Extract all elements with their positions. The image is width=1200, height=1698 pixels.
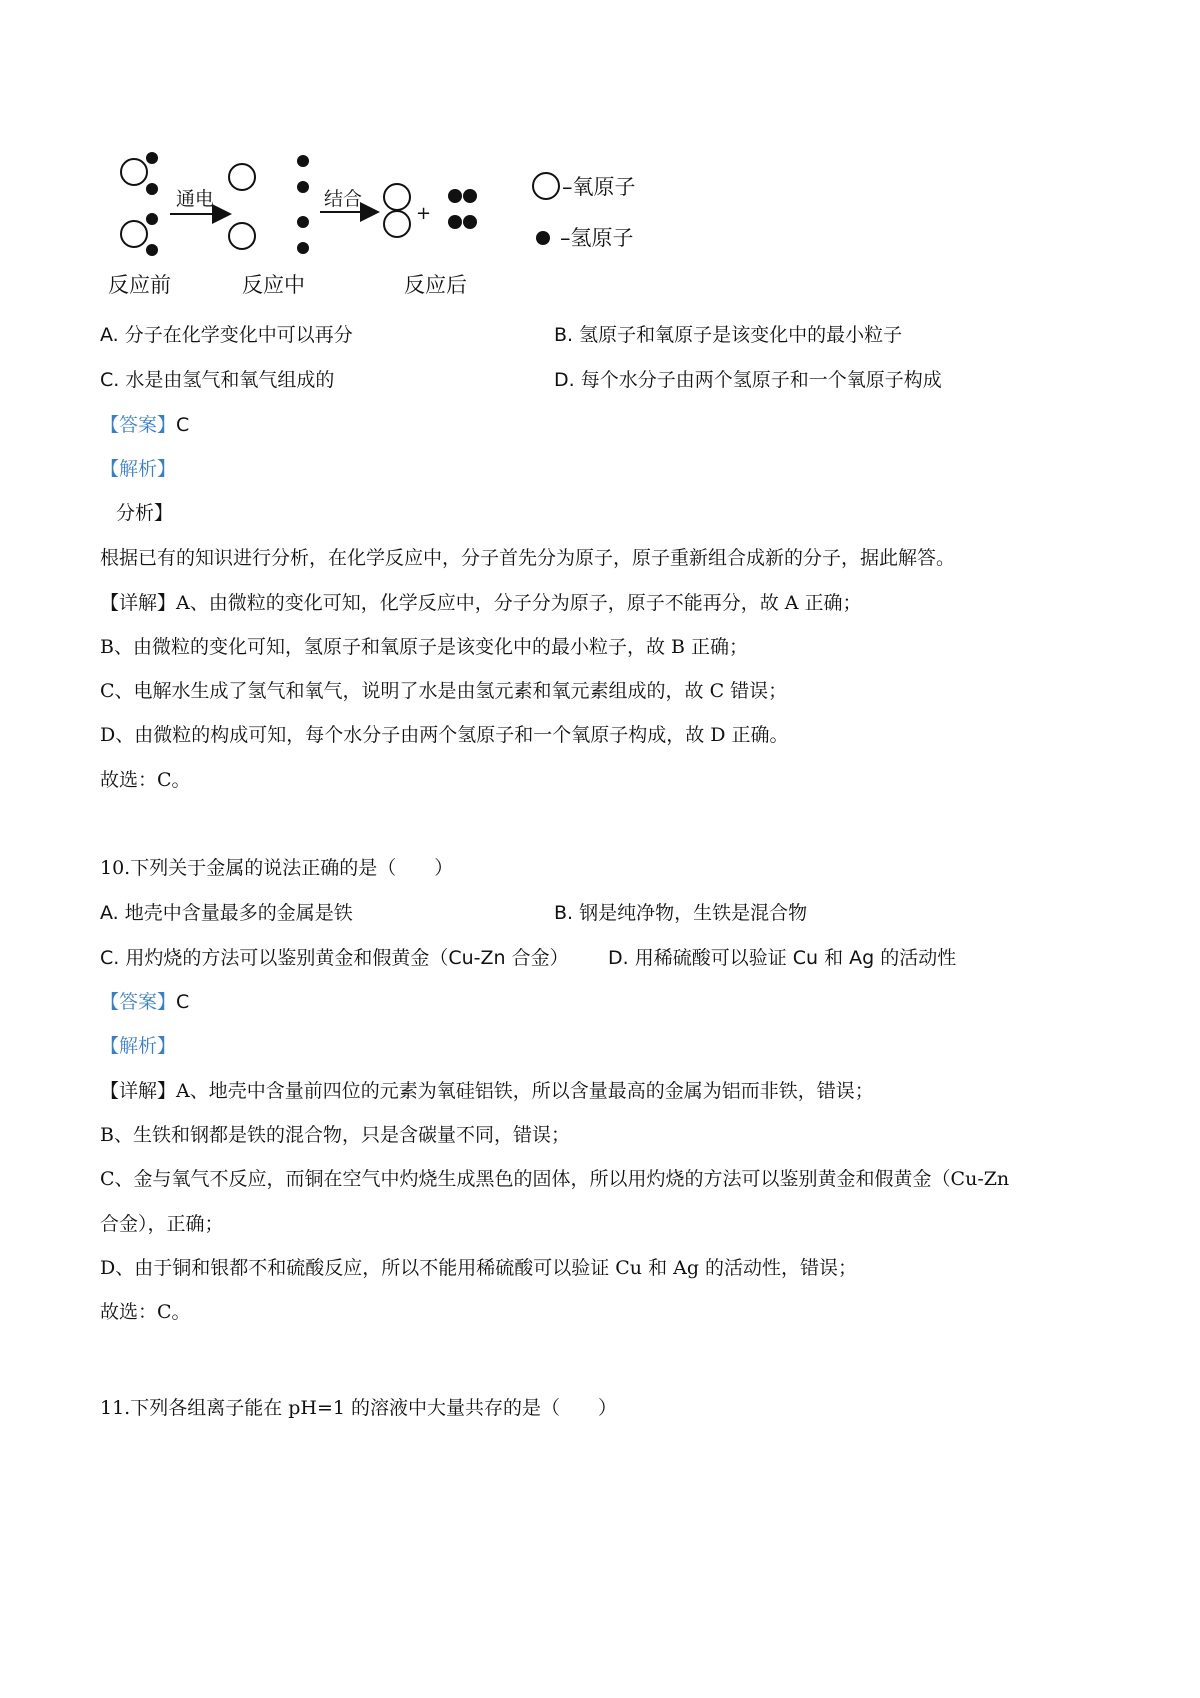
- q10-analysis-tag: 【解析】: [100, 1035, 177, 1057]
- oxygen-atom: [229, 223, 255, 249]
- arrow2-label: 结合: [324, 188, 363, 210]
- q10-detail-c-line2: 合金），正确；: [100, 1213, 224, 1235]
- q10-stem: 10.下列关于金属的说法正确的是（ ）: [100, 857, 454, 879]
- legend-oxygen-label: –氧原子: [562, 175, 636, 199]
- water-electrolysis-diagram: [100, 150, 740, 330]
- hydrogen-molecule: [448, 189, 477, 203]
- q9-analysis-tag: 【解析】: [100, 458, 177, 480]
- hydrogen-atom: [297, 216, 309, 228]
- answer-value: C: [176, 991, 190, 1013]
- hydrogen-atom: [297, 242, 309, 254]
- stage-label-before: 反应前: [108, 273, 171, 297]
- legend-hydrogen-label: –氢原子: [560, 226, 634, 250]
- q10-option-d: D. 用稀硫酸可以验证 Cu 和 Ag 的活动性: [608, 947, 957, 969]
- plus-sign: +: [416, 203, 432, 224]
- q10-option-a: A. 地壳中含量最多的金属是铁: [100, 902, 353, 924]
- legend-oxygen-symbol: [533, 173, 559, 199]
- answer-tag: 【答案】: [100, 414, 177, 436]
- q9-detail-c: C、电解水生成了氢气和氧气，说明了水是由氢元素和氧元素组成的，故 C 错误；: [100, 680, 788, 702]
- q10-conclusion: 故选：C。: [100, 1301, 191, 1323]
- oxygen-molecule: [384, 184, 410, 237]
- water-molecule-bottom: [121, 213, 158, 256]
- q10-option-b: B. 钢是纯净物，生铁是混合物: [554, 902, 808, 924]
- hydrogen-atom: [297, 155, 309, 167]
- oxygen-atom: [229, 164, 255, 190]
- hydrogen-atom: [297, 181, 309, 193]
- legend-hydrogen-symbol: [536, 231, 550, 245]
- water-molecule-top: [121, 152, 158, 195]
- q9-answer: [100, 410, 189, 437]
- q10-detail-b: B、生铁和钢都是铁的混合物，只是含碳量不同，错误；: [100, 1124, 570, 1146]
- q9-analysis-sub: 分析】: [116, 502, 174, 524]
- q10-detail-c-line1: C、金与氧气不反应，而铜在空气中灼烧生成黑色的固体，所以用灼烧的方法可以鉴别黄金和假黄金（Cu-Zn: [100, 1168, 1010, 1190]
- q9-detail-d: D、由微粒的构成可知，每个水分子由两个氢原子和一个氧原子构成，故 D 正确。: [100, 724, 789, 746]
- q9-option-c: C. 水是由氢气和氧气组成的: [100, 369, 335, 391]
- q11-stem: 11.下列各组离子能在 pH=1 的溶液中大量共存的是（ ）: [100, 1397, 618, 1419]
- q9-conclusion: 故选：C。: [100, 769, 191, 791]
- answer-tag: 【答案】: [100, 991, 177, 1013]
- q9-analysis-text: 根据已有的知识进行分析，在化学反应中，分子首先分为原子，原子重新组合成新的分子，据此解答。: [100, 547, 956, 569]
- q9-option-b: B. 氢原子和氧原子是该变化中的最小粒子: [554, 324, 903, 346]
- stage-label-middle: 反应中: [242, 273, 305, 297]
- q10-option-c: C. 用灼烧的方法可以鉴别黄金和假黄金（Cu-Zn 合金）: [100, 947, 569, 969]
- q10-answer: [100, 987, 189, 1014]
- answer-value: C: [176, 414, 190, 436]
- q9-detail-b: B、由微粒的变化可知，氢原子和氧原子是该变化中的最小粒子，故 B 正确；: [100, 636, 749, 658]
- hydrogen-molecule: [448, 215, 477, 229]
- q9-option-a: A. 分子在化学变化中可以再分: [100, 324, 353, 346]
- q9-option-d: D. 每个水分子由两个氢原子和一个氧原子构成: [554, 369, 942, 391]
- stage-label-after: 反应后: [404, 273, 467, 297]
- q10-detail-d: D、由于铜和银都不和硫酸反应，所以不能用稀硫酸可以验证 Cu 和 Ag 的活动性，错误；: [100, 1257, 858, 1279]
- q9-detail-a: 【详解】A、由微粒的变化可知，化学反应中，分子分为原子，原子不能再分，故 A 正确；: [100, 592, 862, 614]
- q10-detail-a: 【详解】A、地壳中含量前四位的元素为氧硅铝铁，所以含量最高的金属为铝而非铁，错误；: [100, 1080, 874, 1102]
- arrow1-label: 通电: [176, 188, 215, 210]
